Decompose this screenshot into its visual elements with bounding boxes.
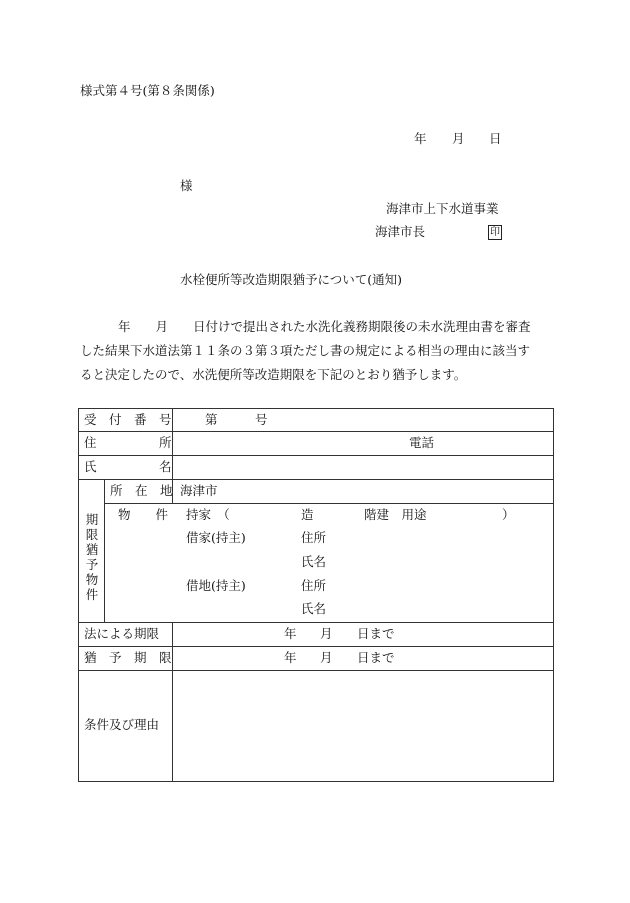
rented-land: 借地(持主) — [186, 578, 246, 593]
property-label: 物 件 — [118, 507, 169, 522]
grace-deadline-year: 年 — [284, 650, 297, 665]
location-label: 所 在 地 — [110, 483, 173, 498]
rented-house-owner-name: 氏名 — [301, 554, 327, 569]
date-year: 年 — [414, 131, 427, 146]
address-label: 住 所 — [84, 435, 172, 450]
form-number: 様式第４号(第８条関係) — [80, 83, 215, 98]
document-title: 水栓便所等改造期限猶予について(通知) — [180, 272, 403, 287]
location-value: 海津市 — [180, 483, 218, 498]
rented-house: 借家(持主) — [186, 530, 246, 545]
date-month: 月 — [452, 131, 465, 146]
receipt-value: 第 号 — [205, 412, 268, 427]
date-day: 日 — [489, 131, 502, 146]
body-line-2: した結果下水道法第１１条の３第３項ただし書の規定による相当の理由に該当す — [80, 343, 531, 358]
legal-deadline-month: 月 — [320, 626, 333, 641]
name-label: 氏 名 — [84, 459, 172, 474]
legal-deadline-day: 日まで — [357, 626, 395, 641]
grace-deadline-month: 月 — [320, 650, 333, 665]
property-group-label: 期限猶予物件 — [85, 512, 99, 602]
owned-house: 持家 （ — [186, 507, 230, 522]
addressee-suffix: 様 — [180, 178, 193, 193]
floors-use: 階建 用途 — [364, 507, 427, 522]
issuer-title: 海津市長 — [375, 224, 426, 239]
grace-deadline-label: 猶 予 期 限 — [84, 650, 172, 665]
body-line-1: 年 月 日付けで提出された水洗化義務期限後の未水洗理由書を審査 — [118, 319, 531, 334]
phone-label: 電話 — [409, 435, 435, 450]
construction-type: 造 — [301, 507, 314, 522]
conditions-label: 条件及び理由 — [84, 717, 160, 732]
legal-deadline-label: 法による期限 — [84, 626, 160, 641]
receipt-label: 受 付 番 号 — [84, 412, 172, 427]
close-paren: ） — [502, 507, 515, 522]
grace-deadline-day: 日まで — [357, 650, 395, 665]
body-line-3: ると決定したので、水洗便所等改造期限を下記のとおり猶予します。 — [80, 367, 467, 382]
seal-mark — [486, 225, 502, 240]
rented-land-owner-name: 氏名 — [301, 601, 327, 616]
issuer-org: 海津市上下水道事業 — [386, 201, 499, 216]
legal-deadline-year: 年 — [284, 626, 297, 641]
seal-icon: 印 — [490, 227, 500, 238]
rented-house-owner-address: 住所 — [301, 530, 327, 545]
rented-land-owner-address: 住所 — [301, 578, 327, 593]
